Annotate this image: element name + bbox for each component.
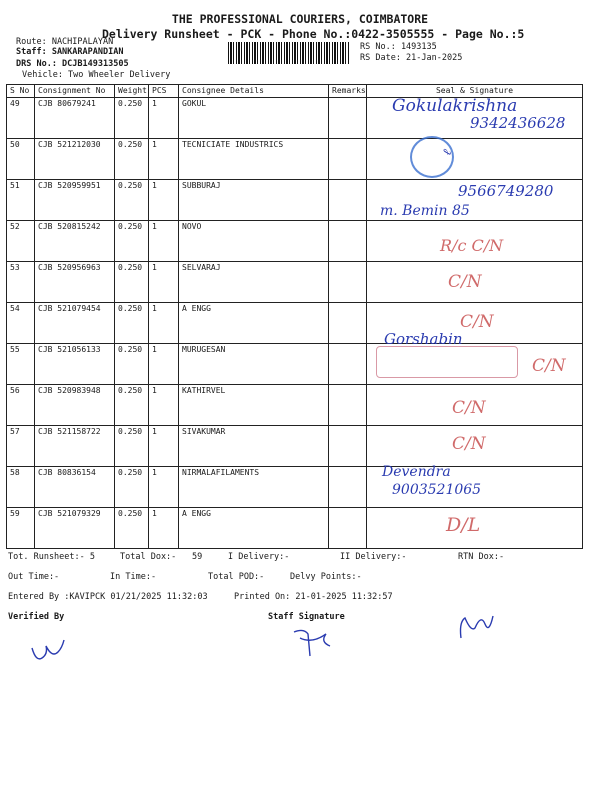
cell-consignment-no: CJB 520983948 <box>35 385 115 426</box>
cell-sno: 52 <box>7 221 35 262</box>
cell-remarks <box>329 98 367 139</box>
cell-weight: 0.250 <box>115 467 149 508</box>
handwriting-r51-phone: 9566749280 <box>458 182 554 200</box>
col-signature: Seal & Signature <box>367 85 583 98</box>
cell-remarks <box>329 508 367 549</box>
table-row <box>7 508 583 549</box>
total-dox-label: Total Dox:- <box>120 552 177 562</box>
col-remarks: Remarks <box>329 85 367 98</box>
extra-signature <box>455 608 495 644</box>
cell-consignee: SIVAKUMAR <box>179 426 329 467</box>
cell-weight: 0.250 <box>115 344 149 385</box>
printed-on: Printed On: 21-01-2025 11:32:57 <box>234 592 393 602</box>
col-consignee: Consignee Details <box>179 85 329 98</box>
vehicle-label: Vehicle: Two Wheeler Delivery <box>22 70 171 80</box>
cell-consignee: MURUGESAN <box>179 344 329 385</box>
delvy-points: Delvy Points:- <box>290 572 362 582</box>
cell-sno: 51 <box>7 180 35 221</box>
verified-signature <box>28 636 68 666</box>
cell-consignment-no: CJB 80679241 <box>35 98 115 139</box>
cell-consignment-no: CJB 521158722 <box>35 426 115 467</box>
handwriting-r52: R/c C/N <box>440 236 504 255</box>
cell-consignee: A ENGG <box>179 303 329 344</box>
table-row <box>7 426 583 467</box>
total-pod: Total POD:- <box>208 572 265 582</box>
cell-weight: 0.250 <box>115 98 149 139</box>
cell-remarks <box>329 467 367 508</box>
cell-weight: 0.250 <box>115 426 149 467</box>
cell-weight: 0.250 <box>115 139 149 180</box>
verified-by-label: Verified By <box>8 612 65 622</box>
route-label: Route: NACHIPALAYAN <box>16 37 114 47</box>
cell-consignee: SELVARAJ <box>179 262 329 303</box>
cell-consignee: NIRMALAFILAMENTS <box>179 467 329 508</box>
staff-signature-label: Staff Signature <box>268 612 345 622</box>
in-time: In Time:- <box>110 572 157 582</box>
cell-weight: 0.250 <box>115 303 149 344</box>
cell-weight: 0.250 <box>115 508 149 549</box>
cell-weight: 0.250 <box>115 180 149 221</box>
cell-sno: 59 <box>7 508 35 549</box>
cell-consignment-no: CJB 80836154 <box>35 467 115 508</box>
barcode <box>228 42 350 64</box>
rtn-dox: RTN Dox:- <box>458 552 505 562</box>
col-consignment: Consignment No <box>35 85 115 98</box>
cell-pcs: 1 <box>149 467 179 508</box>
runsheet-title: Delivery Runsheet - PCK - Phone No.:0422-3505555 - Page No.:5 <box>102 27 525 41</box>
cell-sno: 49 <box>7 98 35 139</box>
cell-pcs: 1 <box>149 303 179 344</box>
cell-pcs: 1 <box>149 262 179 303</box>
cell-sno: 50 <box>7 139 35 180</box>
cell-sno: 53 <box>7 262 35 303</box>
cell-consignment-no: CJB 521212030 <box>35 139 115 180</box>
cell-consignment-no: CJB 520815242 <box>35 221 115 262</box>
handwriting-r55-cn: C/N <box>532 356 566 376</box>
cell-pcs: 1 <box>149 221 179 262</box>
cell-consignment-no: CJB 520956963 <box>35 262 115 303</box>
rs-date: RS Date: 21-Jan-2025 <box>360 53 463 63</box>
cell-remarks <box>329 139 367 180</box>
handwriting-r54: C/N <box>460 312 494 332</box>
cell-weight: 0.250 <box>115 221 149 262</box>
i-delivery: I Delivery:- <box>228 552 290 562</box>
cell-consignee: A ENGG <box>179 508 329 549</box>
cell-pcs: 1 <box>149 385 179 426</box>
cell-remarks <box>329 385 367 426</box>
drs-number: DRS No.: DCJB149313505 <box>16 59 129 69</box>
handwriting-r58-phone: 9003521065 <box>392 482 482 498</box>
cell-pcs: 1 <box>149 508 179 549</box>
total-dox-value: 59 <box>192 552 203 562</box>
rs-number: RS No.: 1493135 <box>360 42 437 52</box>
table-row <box>7 385 583 426</box>
handwriting-r59: D/L <box>446 514 481 536</box>
cell-remarks <box>329 344 367 385</box>
cell-consignment-no: CJB 521079329 <box>35 508 115 549</box>
cell-pcs: 1 <box>149 98 179 139</box>
cell-consignee: TECNICIATE INDUSTRICS <box>179 139 329 180</box>
cell-remarks <box>329 303 367 344</box>
handwriting-r49-phone: 9342436628 <box>470 114 566 132</box>
handwriting-r57: C/N <box>452 434 486 454</box>
cell-pcs: 1 <box>149 344 179 385</box>
cell-sno: 56 <box>7 385 35 426</box>
table-row <box>7 467 583 508</box>
table-row <box>7 139 583 180</box>
cell-remarks <box>329 262 367 303</box>
handwriting-r53: C/N <box>448 272 482 292</box>
staff-signature <box>290 624 334 660</box>
cell-weight: 0.250 <box>115 385 149 426</box>
entered-by: Entered By :KAVIPCK 01/21/2025 11:32:03 <box>8 592 208 602</box>
staff-label: Staff: SANKARAPANDIAN <box>16 47 124 57</box>
cell-weight: 0.250 <box>115 262 149 303</box>
col-sno: S No <box>7 85 35 98</box>
cell-consignee: KATHIRVEL <box>179 385 329 426</box>
handwriting-r55-name: Gorshabin <box>384 330 463 348</box>
cell-remarks <box>329 221 367 262</box>
stamp-r55 <box>376 346 518 378</box>
handwriting-r56: C/N <box>452 398 486 418</box>
handwriting-r58-name: Devendra <box>382 464 451 480</box>
cell-remarks <box>329 180 367 221</box>
cell-sno: 58 <box>7 467 35 508</box>
cell-consignee: NOVO <box>179 221 329 262</box>
table-row <box>7 303 583 344</box>
out-time: Out Time:- <box>8 572 60 582</box>
cell-sno: 54 <box>7 303 35 344</box>
cell-pcs: 1 <box>149 180 179 221</box>
cell-seal-signature <box>367 139 583 180</box>
cell-consignee: SUBBURAJ <box>179 180 329 221</box>
cell-sno: 57 <box>7 426 35 467</box>
cell-consignee: GOKUL <box>179 98 329 139</box>
cell-consignment-no: CJB 521079454 <box>35 303 115 344</box>
cell-pcs: 1 <box>149 426 179 467</box>
stamp-r50 <box>410 136 454 178</box>
tot-runsheet: Tot. Runsheet:- 5 <box>8 552 95 562</box>
runsheet-table <box>6 84 583 549</box>
cell-consignment-no: CJB 520959951 <box>35 180 115 221</box>
ii-delivery: II Delivery:- <box>340 552 407 562</box>
cell-consignment-no: CJB 521056133 <box>35 344 115 385</box>
cell-sno: 55 <box>7 344 35 385</box>
table-row <box>7 262 583 303</box>
company-name: THE PROFESSIONAL COURIERS, COIMBATORE <box>171 12 429 26</box>
cell-pcs: 1 <box>149 139 179 180</box>
cell-remarks <box>329 426 367 467</box>
handwriting-r49-name: Gokulakrishna <box>392 96 518 116</box>
col-pcs: PCS <box>149 85 179 98</box>
col-weight: Weight <box>115 85 149 98</box>
handwriting-r51-name: m. Bemin 85 <box>380 203 470 219</box>
